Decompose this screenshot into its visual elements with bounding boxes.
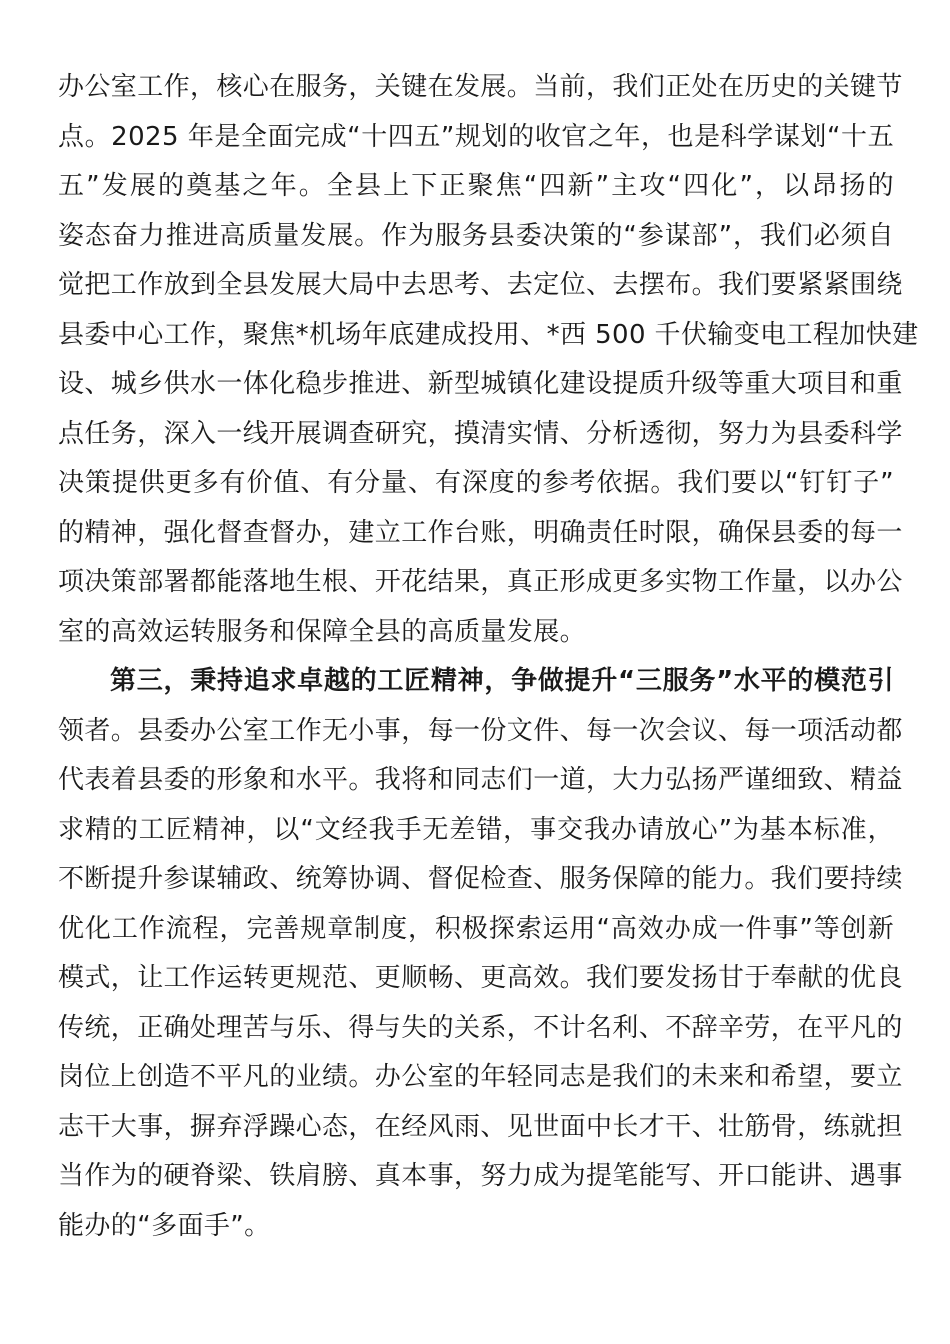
text-line: 点任务，深入一线开展调查研究，摸清实情、分析透彻，努力为县委科学 [58,419,903,449]
text-line: 办公室工作，核心在服务，关键在发展。当前，我们正处在历史的关键节 [58,72,903,102]
text-line: 模式，让工作运转更规范、更顺畅、更高效。我们要发扬甘于奉献的优良 [58,963,903,993]
text-line: 觉把工作放到全县发展大局中去思考、去定位、去摆布。我们要紧紧围绕 [58,270,903,300]
text-line: 求精的工匠精神，以“文经我手无差错，事交我办请放心”为基本标准， [58,815,894,845]
text-line: 志干大事，摒弃浮躁心态，在经风雨、见世面中长才干、壮筋骨，练就担 [58,1112,903,1142]
text-line: 项决策部署都能落地生根、开花结果，真正形成更多实物工作量，以办公 [58,567,903,597]
text-line: 岗位上创造不平凡的业绩。办公室的年轻同志是我们的未来和希望，要立 [58,1062,903,1092]
text-line: 传统，正确处理苦与乐、得与失的关系，不计名利、不辞辛劳，在平凡的 [58,1013,903,1043]
text-line: 能办的“多面手”。 [58,1211,271,1241]
text-line: 点。2025 年是全面完成“十四五”规划的收官之年，也是科学谋划“十五 [58,122,894,152]
text-line: 姿态奋力推进高质量发展。作为服务县委决策的“参谋部”，我们必须自 [58,221,894,251]
text-line: 优化工作流程，完善规章制度，积极探索运用“高效办成一件事”等创新 [58,914,894,944]
section-heading-line: 第三，秉持追求卓越的工匠精神，争做提升“三服务”水平的模范引 [110,666,894,696]
text-line: 室的高效运转服务和保障全县的高质量发展。 [58,617,587,647]
text-line: 当作为的硬脊梁、铁肩膀、真本事，努力成为提笔能写、开口能讲、遇事 [58,1161,903,1191]
text-line: 五”发展的奠基之年。全县上下正聚焦“四新”主攻“四化”，以昂扬的 [58,171,894,201]
text-line: 的精神，强化督查督办，建立工作台账，明确责任时限，确保县委的每一 [58,518,903,548]
text-line: 领者。县委办公室工作无小事，每一份文件、每一次会议、每一项活动都 [58,716,903,746]
text-line: 县委中心工作，聚焦*机场年底建成投用、*西 500 千伏输变电工程加快建 [58,320,919,350]
text-line: 设、城乡供水一体化稳步推进、新型城镇化建设提质升级等重大项目和重 [58,369,903,399]
text-line: 代表着县委的形象和水平。我将和同志们一道，大力弘扬严谨细致、精益 [58,765,903,795]
text-line: 不断提升参谋辅政、统筹协调、督促检查、服务保障的能力。我们要持续 [58,864,903,894]
text-line: 决策提供更多有价值、有分量、有深度的参考依据。我们要以“钉钉子” [58,468,894,498]
